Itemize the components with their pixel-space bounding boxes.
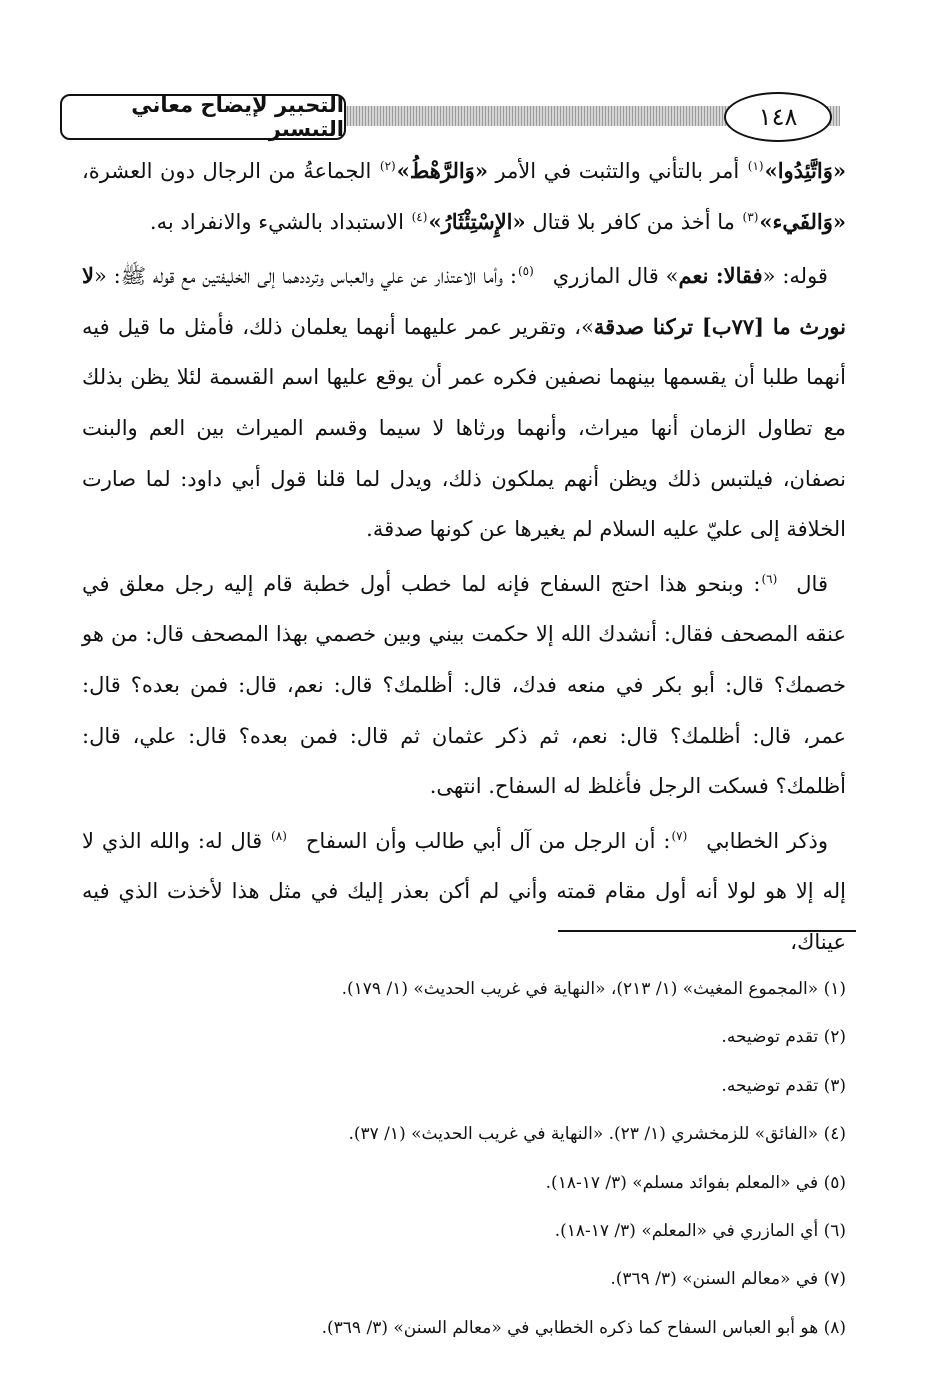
term-wattaidu: «وَاتَّئِدُوا» <box>764 158 846 183</box>
text: قوله: « <box>762 264 828 289</box>
footnotes <box>82 965 846 1352</box>
text: الجماعةُ من الرجال دون العشرة، <box>82 159 379 183</box>
footnote-ref-5: (٥) <box>517 264 534 279</box>
footnote-ref-6: (٦) <box>761 571 778 586</box>
text: أمر بالتأني والتثبت في الأمر <box>487 159 747 183</box>
footnote-ref-8: (٨) <box>271 828 287 843</box>
text: ما أخذ من كافر بلا قتال <box>525 209 742 234</box>
footnote-separator <box>558 930 856 932</box>
text: قال له: والله الذي لا إله إلا هو لولا أنه أول مقام قمته وأني لم أكن بعذر إليك في مثل هذا لأخذت الذي فيه عيناك، <box>82 828 846 954</box>
footnote-6: (٦) أي المازري في «المعلم» (٣/ ١٧-١٨). <box>554 1221 846 1242</box>
text: قال <box>796 571 828 596</box>
term-alfay: «وَالفَيء» <box>759 208 846 234</box>
text: : وبنحو هذا احتج السفاح فإنه لما خطب أول خطبة قام إليه رجل معلق في عنقه المصحف فقال: أنشدك الله إلا حكمت بيني وبين خصمي بهذا المصحف قال: من هو خصمك؟ قال: أبو بكر في منعه فدك، قال: أظلمك؟ قال: نعم، قال: فمن بعده؟ قال: عمر، قال: أظلمك؟ قال: نعم، ثم ذكر عثمان ثم قال: فمن بعده؟ قال: علي، قال: أظلمك؟ فسكت الرجل فأغلظ له السفاح. انتهى. <box>82 571 846 799</box>
term-alrahtu: «وَالرَّهْطُ» <box>396 158 488 183</box>
hadith-quote: لا نورث ما [٧٧ب] تركنا صدقة <box>82 263 846 339</box>
footnote-5: (٥) في «المعلم بفوائد مسلم» (٣/ ١٧-١٨). <box>545 1172 846 1193</box>
paragraph-3 <box>82 559 846 812</box>
footnote-ref-2: (٢) <box>379 159 396 173</box>
footnote-4: (٤) «الفائق» للزمخشري (١/ ٢٣). «النهاية في غريب الحديث» (١/ ٣٧). <box>348 1124 846 1145</box>
footnote-ref-3: (٣) <box>742 209 759 224</box>
paragraph-4 <box>82 816 846 968</box>
text: » قال المازري <box>552 264 679 289</box>
main-text <box>82 146 846 968</box>
term-alistithar: «الإِسْتِئْثَارُ» <box>428 208 526 234</box>
text: وذكر الخطابي <box>706 828 829 853</box>
footnote-2: (٢) تقدم توضيحه. <box>721 1027 846 1048</box>
page-header <box>60 88 850 144</box>
quote-faqala-naam: فقالا: نعم <box>678 263 763 289</box>
text: : وأما الاعتذار عن علي والعباس وترددهما إلى الخليفتين مع قوله ﷺ: « <box>93 264 517 289</box>
footnote-3: (٣) تقدم توضيحه. <box>721 1075 846 1096</box>
text: الاستبداد بالشيء والانفراد به. <box>149 209 411 234</box>
footnote-ref-7: (٧) <box>671 828 688 843</box>
text: : أن الرجل من آل أبي طالب وأن السفاح <box>305 828 671 853</box>
footnote-7: (٧) في «معالم السنن» (٣/ ٣٦٩). <box>610 1269 846 1290</box>
footnote-ref-1: (١) <box>747 159 764 173</box>
footnote-1: (١) «المجموع المغيث» (١/ ٢١٣)، «النهاية في غريب الحديث» (١/ ١٧٩). <box>341 979 846 999</box>
footnote-ref-4: (٤) <box>411 209 428 224</box>
footnote-8: (٨) هو أبو العباس السفاح كما ذكره الخطابي في «معالم السنن» (٣/ ٣٦٩). <box>321 1317 846 1338</box>
paragraph-1 <box>82 146 846 247</box>
paragraph-2 <box>82 251 846 555</box>
page-number: ١٤٨ <box>724 92 832 142</box>
text: »، وتقرير عمر عليهما أنهما يعلمان ذلك، فأمثل ما قيل فيه أنهما طلبا أن يقسمها بينهما نصفين فكره عمر أن يوقع عليها اسم القسمة لئلا يظن بذلك مع تطاول الزمان أنها ميراث، وأنهما ورثاها لا سيما وقسم الميراث بين العم والبنت نصفان، فيلتبس ذلك ويظن أنهم يملكون ذلك، ويدل لما قلنا قول أبي داود: لما صارت الخلافة إلى عليّ عليه السلام لم يغيرها عن كونها صدقة. <box>82 314 846 542</box>
book-title: التحبير لإيضاح معاني التيسير <box>60 94 346 140</box>
